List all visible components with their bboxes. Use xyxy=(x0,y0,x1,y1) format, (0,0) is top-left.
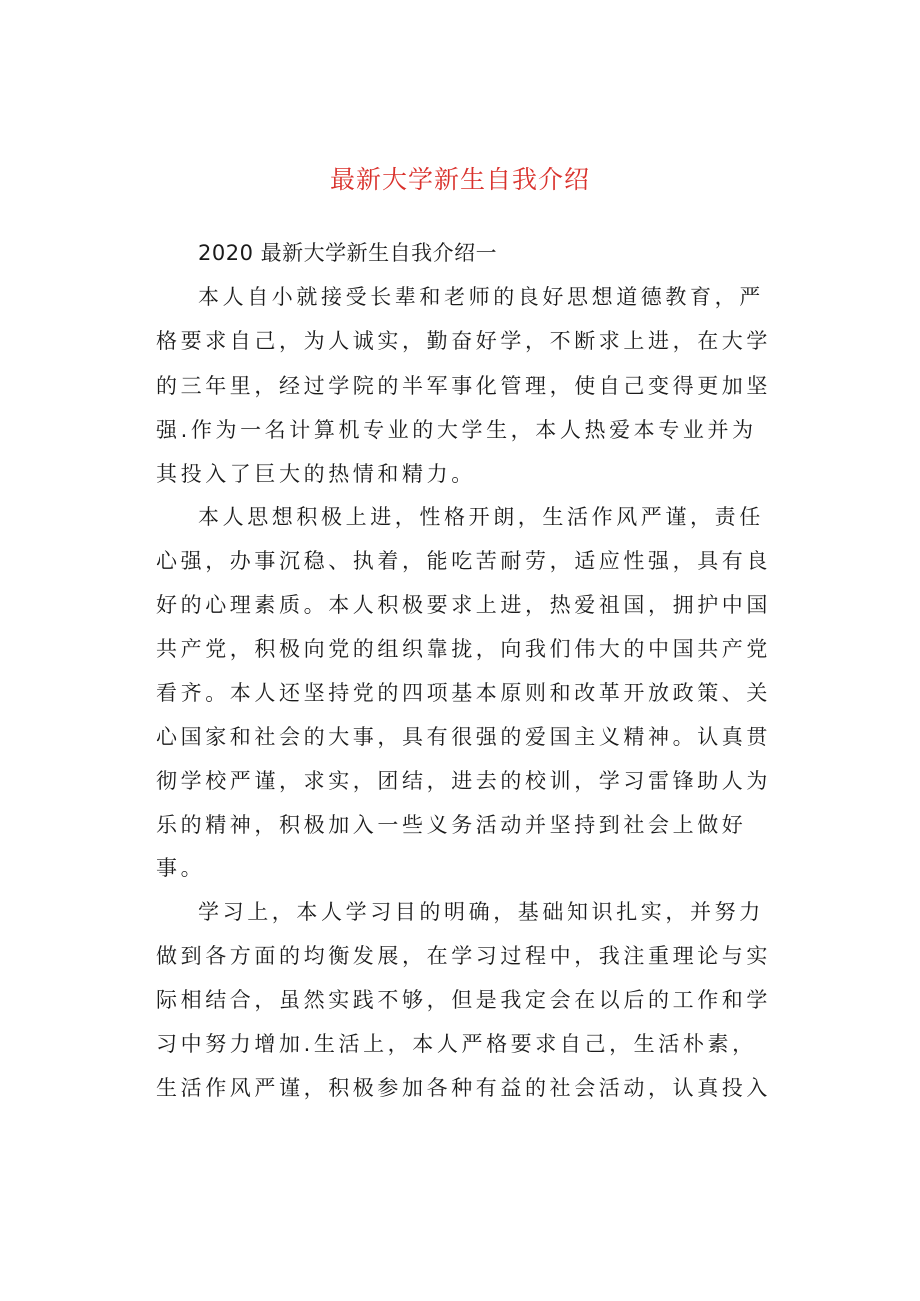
body-text-line: 强.作为一名计算机专业的大学生，本人热爱本专业并为 xyxy=(156,418,757,442)
body-text-line: 事。 xyxy=(156,856,206,880)
section-heading: 2020 最新大学新生自我介绍一 xyxy=(198,241,498,265)
body-text-line: 乐的精神，积极加入一些义务活动并坚持到社会上做好 xyxy=(156,813,747,837)
body-text-line: 际相结合，虽然实践不够，但是我定会在以后的工作和学 xyxy=(156,988,771,1012)
body-text-line: 的三年里，经过学院的半军事化管理，使自己变得更加坚 xyxy=(156,374,771,398)
body-text-line: 彻学校严谨，求实，团结，进去的校训，学习雷锋助人为 xyxy=(156,769,771,793)
body-text-line: 好的心理素质。本人积极要求上进，热爱祖国，拥护中国 xyxy=(156,593,771,617)
document-title: 最新大学新生自我介绍 xyxy=(329,165,590,194)
body-text-line: 学习上，本人学习目的明确，基础知识扎实，并努力 xyxy=(198,900,764,924)
body-text-line: 习中努力增加.生活上，本人严格要求自己，生活朴素， xyxy=(156,1032,757,1056)
body-text-line: 看齐。本人还坚持党的四项基本原则和改革开放政策、关 xyxy=(156,681,771,705)
body-text-line: 做到各方面的均衡发展，在学习过程中，我注重理论与实 xyxy=(156,944,771,968)
body-text-line: 共产党，积极向党的组织靠拢，向我们伟大的中国共产党 xyxy=(156,637,771,661)
body-text-line: 格要求自己，为人诚实，勤奋好学，不断求上进，在大学 xyxy=(156,329,771,353)
body-text-line: 心强，办事沉稳、执着，能吃苦耐劳，适应性强，具有良 xyxy=(156,549,771,573)
body-text-line: 心国家和社会的大事，具有很强的爱国主义精神。认真贯 xyxy=(156,725,771,749)
body-text-line: 本人自小就接受长辈和老师的良好思想道德教育，严 xyxy=(198,285,764,309)
body-text-line: 生活作风严谨，积极参加各种有益的社会活动，认真投入 xyxy=(156,1076,771,1100)
body-text-line: 本人思想积极上进，性格开朗，生活作风严谨，责任 xyxy=(198,505,764,529)
body-text-line: 其投入了巨大的热情和精力。 xyxy=(156,462,476,486)
